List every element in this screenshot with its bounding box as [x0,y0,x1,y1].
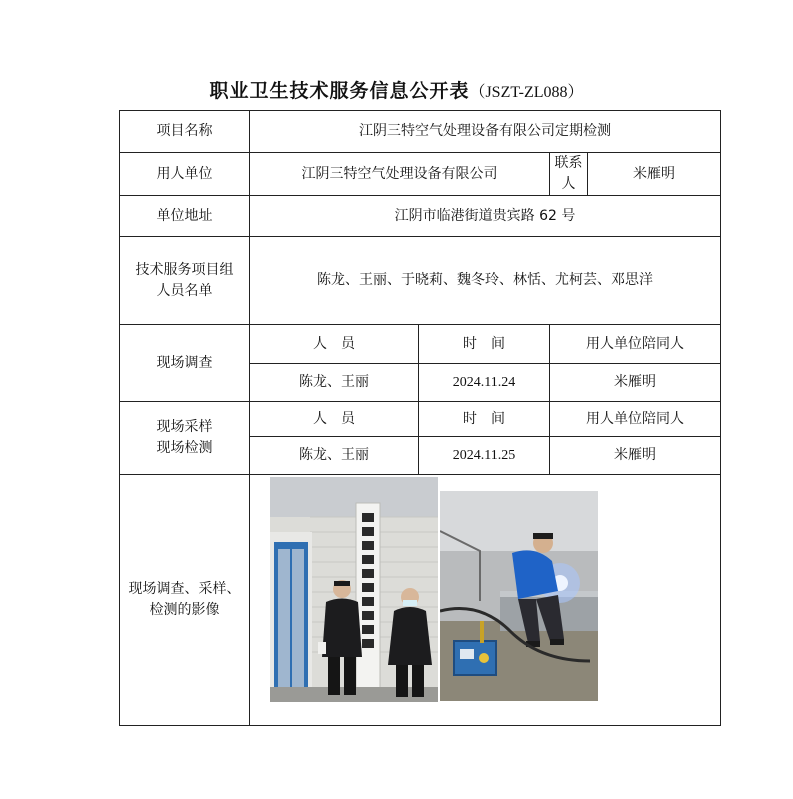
survey-escort: 米雁明 [550,364,721,402]
survey-header-time: 时 间 [419,325,550,364]
project-name-value: 江阴三特空气处理设备有限公司定期检测 [250,111,721,153]
survey-header-people: 人 员 [250,325,419,364]
row-sampling-header [120,402,721,437]
sampling-label [120,402,250,475]
team-value: 陈龙、王丽、于晓莉、魏冬玲、林恬、尤柯芸、邓思洋 [250,237,721,325]
sampling-header-time: 时 间 [419,402,550,437]
sampling-date: 2024.11.25 [419,437,550,475]
address-value: 江阴市临港街道贵宾路 62 号 [250,196,721,237]
photo-survey [270,477,438,702]
project-name-label: 项目名称 [120,111,250,153]
team-label-line1: 技术服务项目组 [135,261,234,278]
row-address [120,196,721,237]
images-label-line1: 现场调查、采样、 [128,581,241,597]
images-label-line2: 检测的影像 [149,602,220,618]
photo-survey-image [270,477,438,702]
team-label [120,237,250,325]
contact-value: 米雁明 [588,153,721,196]
sampling-label-line2: 现场检测 [156,440,213,456]
row-team [120,237,721,325]
photo-sampling [440,491,598,701]
contact-label: 联系人 [550,153,588,196]
images-label [120,475,250,726]
survey-date: 2024.11.24 [419,364,550,402]
employer-label: 用人单位 [120,153,250,196]
row-employer [120,153,721,196]
sampling-escort: 米雁明 [550,437,721,475]
team-label-line2: 人员名单 [156,282,213,299]
form-title [0,76,793,103]
survey-people: 陈龙、王丽 [250,364,419,402]
title-text: 职业卫生技术服务信息公开表 [209,80,470,102]
title-code: （JSZT-ZL088） [469,84,584,101]
row-images [120,475,721,726]
sampling-header-escort: 用人单位陪同人 [550,402,721,437]
survey-label: 现场调查 [120,325,250,402]
survey-header-escort: 用人单位陪同人 [550,325,721,364]
sampling-label-line1: 现场采样 [156,419,213,435]
info-table [119,110,721,726]
sampling-people: 陈龙、王丽 [250,437,419,475]
row-project-name [120,111,721,153]
address-label: 单位地址 [120,196,250,237]
employer-value: 江阴三特空气处理设备有限公司 [250,153,550,196]
row-survey-header [120,325,721,364]
sampling-header-people: 人 员 [250,402,419,437]
photo-sampling-image [440,491,598,701]
images-cell [250,475,721,726]
